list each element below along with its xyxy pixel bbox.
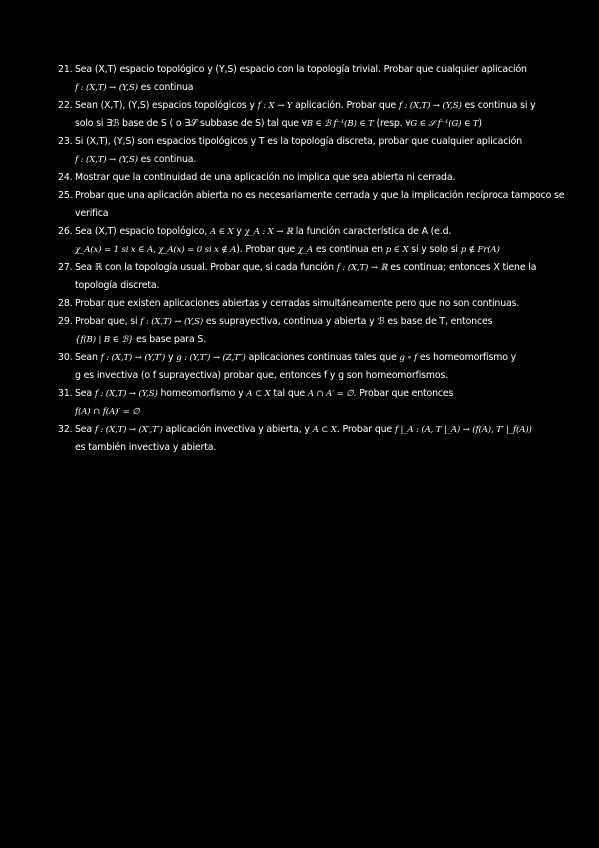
exercise-number: 28. (58, 298, 73, 309)
math-expression: f : (X,T) → (Y,S) (75, 83, 138, 93)
math-expression: p ∈ X (385, 245, 409, 255)
exercise-list (58, 61, 565, 457)
exercise-text: Si (X,T), (Y,S) son espacios tipológicos y T es la topología discreta, probar que cualquier aplicación (75, 136, 523, 147)
math-expression: f : (X,T) → ℝ (336, 263, 388, 273)
exercise-text: Probar que existen aplicaciones abiertas y cerradas simultáneamente pero que no son continuas. (75, 298, 520, 309)
exercise-text: Mostrar que la continuidad de una aplicación no implica que sea abierta ni cerrada. (75, 172, 456, 183)
math-expression: f : (X,T) → (Y,T′) (100, 353, 166, 363)
exercise-item (58, 169, 546, 187)
exercise-text: Probar que, si (75, 316, 141, 327)
exercise-item (58, 313, 546, 349)
exercise-text: es suprayectiva, continua y abierta y ℬ es base de T, entonces (203, 316, 493, 327)
exercise-text: es continua (137, 82, 194, 93)
exercise-number: 25. (58, 190, 73, 201)
exercise-item (58, 259, 546, 295)
exercise-text: Sean (X,T), (Y,S) espacios topológicos y (75, 100, 258, 111)
math-expression: f : (X,T) → (Y,S) (140, 317, 204, 327)
exercise-number: 31. (58, 388, 73, 399)
exercise-line (75, 331, 546, 349)
exercise-number: 32. (58, 424, 73, 435)
exercise-line (75, 205, 546, 223)
exercise-item (58, 133, 546, 169)
exercise-text: es continua. (137, 154, 197, 165)
exercise-text: aplicación invectiva y abierta, y (162, 424, 313, 435)
exercise-number: 24. (58, 172, 73, 183)
exercise-item (58, 223, 546, 259)
exercise-number: 21. (58, 64, 73, 75)
math-expression: p ∉ Fr(A) (460, 245, 500, 255)
exercise-line (75, 385, 546, 403)
exercise-text: g es invectiva (o f suprayectiva) probar que, entonces f y g son homeomorfismos. (75, 370, 449, 381)
exercise-text: . Probar que (336, 424, 395, 435)
exercise-line (75, 169, 546, 187)
exercise-text: Sea (75, 388, 95, 399)
exercise-text: Probar que una aplicación abierta no es necesariamente cerrada y que la implicación recíproca tampoco se (75, 190, 565, 201)
exercise-text: es homeomorfismo y (417, 352, 517, 363)
exercise-line (75, 79, 546, 97)
exercise-text: es continua en (313, 244, 386, 255)
exercise-line (75, 367, 546, 385)
math-expression: g ∘ f (399, 353, 418, 363)
exercise-number: 29. (58, 316, 73, 327)
math-expression: f : X → Y (257, 101, 293, 111)
exercise-number: 22. (58, 100, 73, 111)
math-expression: ∀B ∈ ℬ f⁻¹(B) ∈ T (301, 119, 374, 129)
math-expression: χ_A : X → ℝ (244, 227, 293, 237)
exercise-text: si y solo si (408, 244, 461, 255)
math-expression: {f(B) | B ∈ ℬ} (75, 335, 134, 345)
exercise-line (75, 133, 546, 151)
exercise-line (75, 295, 546, 313)
exercise-item (58, 187, 565, 223)
exercise-line (75, 259, 546, 277)
exercise-text: verifica (75, 208, 109, 219)
math-expression: f : (X,T) → (Y,S) (398, 101, 462, 111)
exercise-line (75, 241, 546, 259)
math-expression: χ_A(x) = 1 si x ∈ A, χ_A(x) = 0 si x ∉ A (75, 245, 237, 255)
exercise-number: 27. (58, 262, 73, 273)
math-expression: f : (X,T) → (X′,T′) (94, 425, 163, 435)
math-expression: A ∩ A′ = ∅ (307, 389, 354, 399)
exercise-text: . Probar que entonces (353, 388, 454, 399)
math-expression: f : (X,T) → (Y,S) (94, 389, 158, 399)
exercise-text: ) (478, 118, 482, 129)
exercise-line (75, 187, 565, 205)
exercise-line (75, 349, 546, 367)
exercise-text: la función característica de A (e.d. (292, 226, 452, 237)
exercise-line (75, 277, 546, 295)
exercise-text: y (165, 352, 177, 363)
math-expression: f |_A : (A, T |_A) → (f(A), T′ |_f(A)) (394, 425, 532, 435)
exercise-text: Sea (X,T) espacio topológico, (75, 226, 211, 237)
exercise-text: y (233, 226, 245, 237)
exercise-line (75, 97, 546, 115)
exercise-number: 26. (58, 226, 73, 237)
exercise-text: topología discreta. (75, 280, 160, 291)
exercise-line (75, 151, 546, 169)
exercise-item (58, 385, 546, 421)
exercise-text: aplicaciones continuas tales que (245, 352, 400, 363)
exercise-text: aplicación. Probar que (292, 100, 399, 111)
exercise-item (58, 421, 546, 457)
exercise-line (75, 223, 546, 241)
exercise-line (75, 61, 546, 79)
math-expression: χ_A (297, 245, 314, 255)
exercise-text: (resp. (373, 118, 406, 129)
exercise-text: es base para S. (133, 334, 207, 345)
exercise-text: Sea (X,T) espacio topológico y (Y,S) espacio con la topología trivial. Probar que cualquier aplicación (75, 64, 527, 75)
exercise-text: tal que (270, 388, 308, 399)
exercise-line (75, 439, 546, 457)
exercise-text: solo si ∃ℬ base de S ( o ∃𝒮 subbase de S) tal que (75, 118, 302, 129)
math-expression: g : (Y,T′) → (Z,T″) (176, 353, 246, 363)
exercise-text: homeomorfismo y (157, 388, 247, 399)
math-expression: A ⊂ X (246, 389, 271, 399)
exercise-item (58, 295, 546, 313)
exercise-text: Sea ℝ con la topología usual. Probar que, si cada función (75, 262, 337, 273)
exercise-text: es continua; entonces X tiene la (387, 262, 537, 273)
exercise-number: 23. (58, 136, 73, 147)
math-expression: A ∈ X (210, 227, 234, 237)
exercise-text: es también invectiva y abierta. (75, 442, 217, 453)
exercise-line (75, 313, 546, 331)
exercise-item (58, 61, 546, 97)
exercise-text: es continua si y (461, 100, 536, 111)
exercise-item (58, 97, 546, 133)
exercise-text: Sean (75, 352, 101, 363)
exercise-line (75, 421, 546, 439)
math-expression: ∀G ∈ 𝒮 f⁻¹(G) ∈ T (405, 119, 479, 129)
math-expression: f(A) ∩ f(A)′ = ∅ (75, 407, 140, 417)
exercise-item (58, 349, 546, 385)
exercise-number: 30. (58, 352, 73, 363)
math-expression: f : (X,T) → (Y,S) (75, 155, 138, 165)
exercise-line (75, 403, 546, 421)
exercise-text: ). Probar que (236, 244, 298, 255)
exercise-text: Sea (75, 424, 95, 435)
exercise-line (75, 115, 546, 133)
math-expression: A ⊂ X (312, 425, 337, 435)
